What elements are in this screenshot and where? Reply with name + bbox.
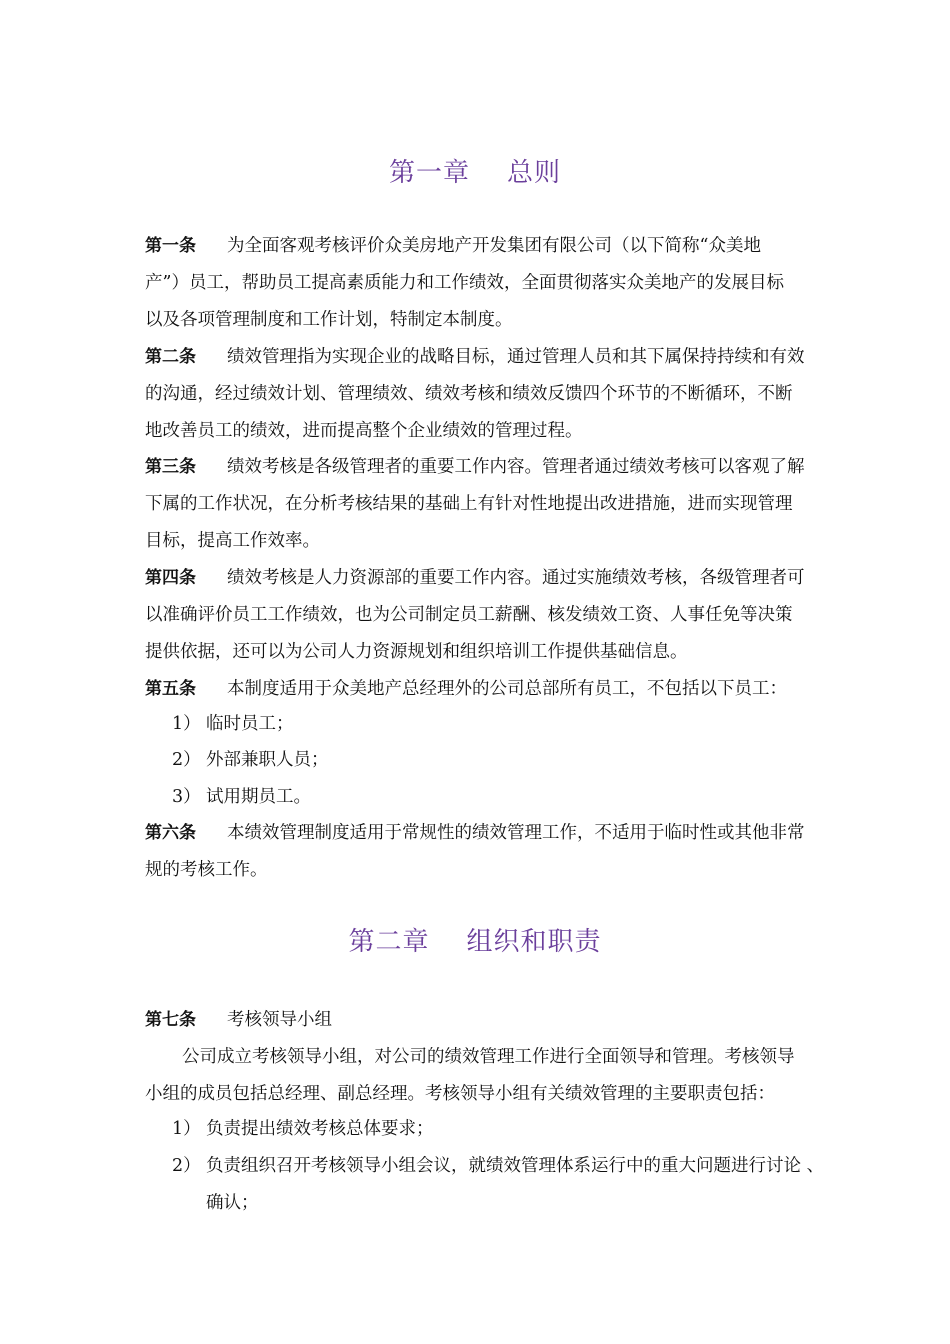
article-2-line-2: 的沟通，经过绩效计划、管理绩效、绩效考核和绩效反馈四个环节的不断循环，不断 <box>145 384 793 404</box>
article-4-line-1 <box>145 566 805 590</box>
article-1-line-1 <box>145 234 761 258</box>
list-item-text: 试用期员工。 <box>206 787 311 807</box>
list-number: 2） <box>172 750 201 770</box>
article-1-label: 第一条 <box>145 236 196 256</box>
article-1-line-2: 产”）员工，帮助员工提高素质能力和工作绩效，全面贯彻落实众美地产的发展目标 <box>145 273 784 293</box>
list-number: 1） <box>172 714 201 734</box>
article-3-label: 第三条 <box>145 457 196 477</box>
article-7-heading: 考核领导小组 <box>227 1010 332 1030</box>
list-number: 1） <box>172 1119 201 1139</box>
article-5-text: 本制度适用于众美地产总经理外的公司总部所有员工，不包括以下员工： <box>227 679 787 699</box>
article-1-line-3: 以及各项管理制度和工作计划，特制定本制度。 <box>145 310 513 330</box>
article-7-body-line-1: 公司成立考核领导小组，对公司的绩效管理工作进行全面领导和管理。考核领导 <box>182 1047 795 1067</box>
article-4-label: 第四条 <box>145 568 196 588</box>
article-7-line-1 <box>145 1008 332 1032</box>
article-2-line-1 <box>145 345 805 369</box>
article-6-label: 第六条 <box>145 823 196 843</box>
article-7-body-line-2: 小组的成员包括总经理、副总经理。考核领导小组有关绩效管理的主要职责包括： <box>145 1084 775 1104</box>
article-3-line-3: 目标，提高工作效率。 <box>145 531 320 551</box>
article-7-label: 第七条 <box>145 1010 196 1030</box>
article-6-line-2: 规的考核工作。 <box>145 860 268 880</box>
article-5-item-1 <box>172 712 294 736</box>
article-5-label: 第五条 <box>145 679 196 699</box>
list-number: 3） <box>172 787 201 807</box>
article-7-item-1 <box>172 1117 434 1141</box>
article-4-line-2: 以准确评价员工工作绩效，也为公司制定员工薪酬、核发绩效工资、人事任免等决策 <box>145 605 793 625</box>
list-item-text: 负责组织召开考核领导小组会议，就绩效管理体系运行中的重大问题进行讨论 、 <box>206 1156 825 1176</box>
list-item-text: 临时员工； <box>206 714 294 734</box>
article-7-item-2-continued: 确认； <box>206 1193 259 1213</box>
article-7-item-2 <box>172 1154 824 1178</box>
article-5-item-3 <box>172 785 311 809</box>
article-2-line-3: 地改善员工的绩效，进而提高整个企业绩效的管理过程。 <box>145 421 583 441</box>
article-4-text: 绩效考核是人力资源部的重要工作内容。通过实施绩效考核，各级管理者可 <box>227 568 805 588</box>
article-3-text: 绩效考核是各级管理者的重要工作内容。管理者通过绩效考核可以客观了解 <box>227 457 805 477</box>
list-item-text: 负责提出绩效考核总体要求； <box>206 1119 434 1139</box>
article-5-line-1 <box>145 677 787 701</box>
list-item-text: 外部兼职人员； <box>206 750 329 770</box>
article-6-text: 本绩效管理制度适用于常规性的绩效管理工作，不适用于临时性或其他非常 <box>227 823 805 843</box>
article-1-text: 为全面客观考核评价众美房地产开发集团有限公司（以下简称“众美地 <box>227 236 761 256</box>
article-4-line-3: 提供依据，还可以为公司人力资源规划和组织培训工作提供基础信息。 <box>145 642 688 662</box>
chapter-1-title: 第一章 总则 <box>388 158 562 188</box>
article-6-line-1 <box>145 821 805 845</box>
list-number: 2） <box>172 1156 201 1176</box>
chapter-2-title: 第二章 组织和职责 <box>348 927 602 957</box>
article-2-label: 第二条 <box>145 347 196 367</box>
article-3-line-1 <box>145 455 805 479</box>
article-3-line-2: 下属的工作状况，在分析考核结果的基础上有针对性地提出改进措施，进而实现管理 <box>145 494 793 514</box>
article-5-item-2 <box>172 748 329 772</box>
article-2-text: 绩效管理指为实现企业的战略目标，通过管理人员和其下属保持持续和有效 <box>227 347 805 367</box>
